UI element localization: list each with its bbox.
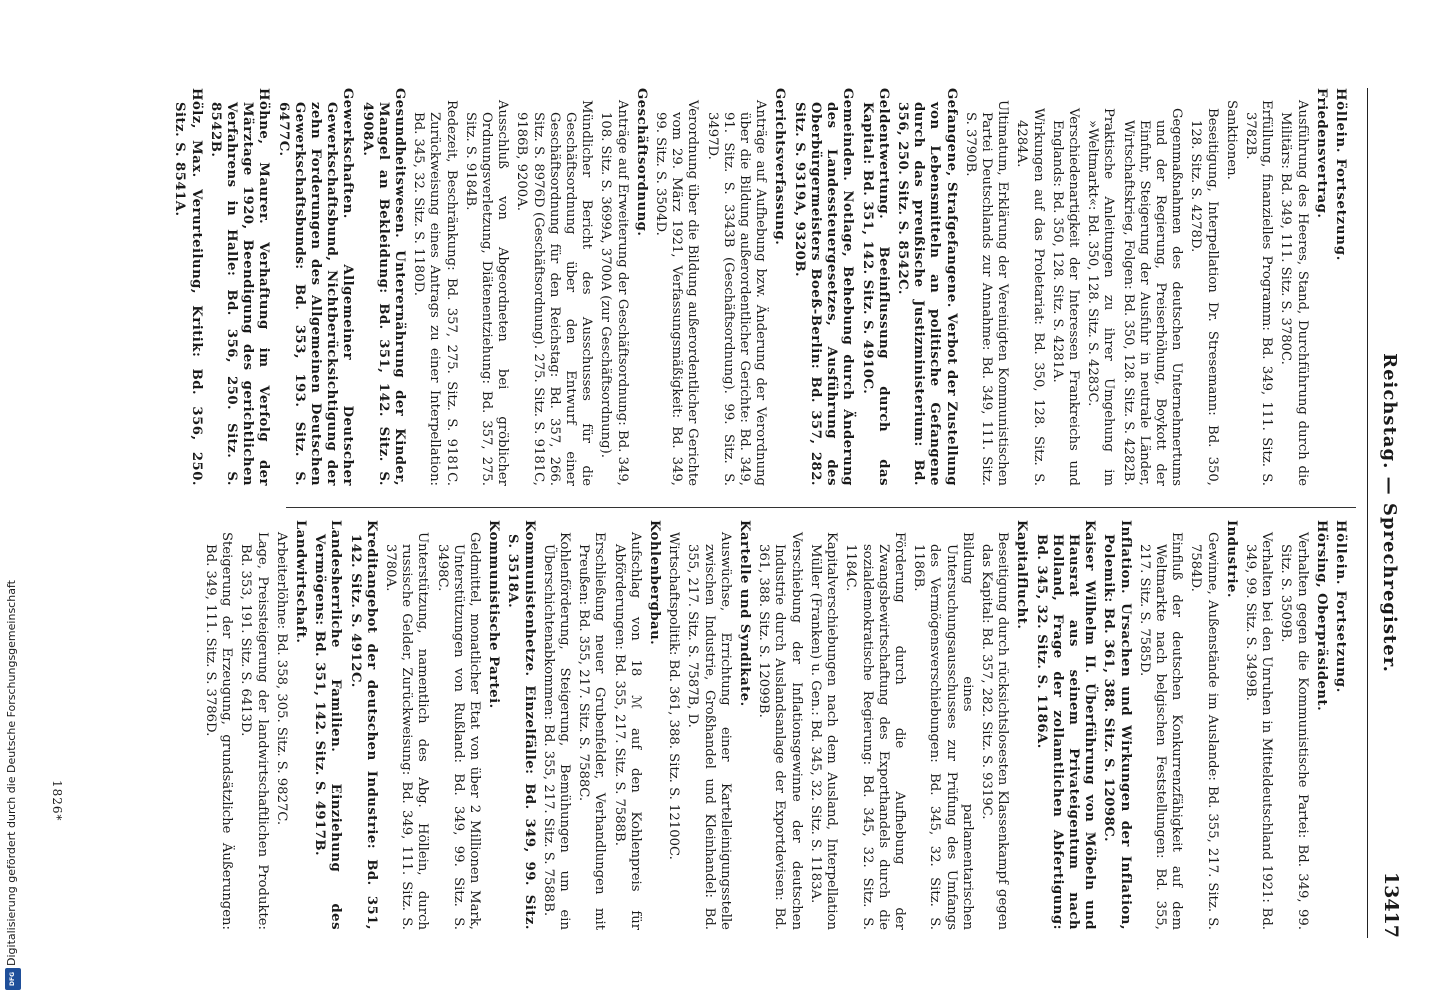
index-entry: Landwirtschaft. <box>293 520 309 644</box>
dfg-logo-text: DFG <box>9 972 16 987</box>
index-entry: Verordnung über die Bildung außerordentlicher Gerichte vom 29. März 1921, Verfassungsmäßigkeit: Bd. 349, 99. Sitz. S. 3504D. <box>653 100 701 486</box>
digitization-credit <box>2 0 22 994</box>
index-entry: Praktische Anleitungen zu ihrer Umgehung im »Weltmarkt«: Bd. 350, 128. Sitz. S. 4283C. <box>1085 108 1117 486</box>
index-entry: Gesundheitswesen. Unterernährung der Kinder, Mangel an Bekleidung: Bd. 351, 142. Sitz. S. 4908A. <box>359 88 408 486</box>
digitization-credit-text: Digitalisierung gefördert durch die Deutsche Forschungsgemeinschaft <box>5 580 18 966</box>
index-entry: Geschäftsordnung. <box>633 88 649 237</box>
index-entry: Verschiedenartigkeit der Interessen Frankreichs und Englands: Bd. 350, 128. Sitz. S. 4281A. <box>1049 108 1081 486</box>
index-entry: Verhalten bei den Unruhen in Mitteldeutschland 1921: Bd. 349, 99. Sitz. S. 3499B. <box>1242 532 1275 930</box>
index-entry: Einfluß der deutschen Konkurrenzfähigkeit auf dem Weltmarkte nach belgischen Feststellungen: Bd. 355, 217. Sitz. S. 7585D. <box>1136 532 1185 930</box>
index-entry: Kreditangebot der deutschen Industrie: Bd. 351, 142. Sitz. S. 4912C. <box>347 520 379 930</box>
index-entry: Gegenmaßnahmen des deutschen Unternehmertums und der Regierung, Preiserhöhung, Boykott der Einfuhr, Steigerung der Ausfuhr in neutrale Länder, Wirtschaftskrieg, Folgen: Bd. 350, 128. Sitz. S. 4282B. <box>1120 108 1185 486</box>
index-entry: Geldmittel, monatlicher Etat von über 2 Millionen Mark, Unterstützungen von Rußland: Bd. 349, 99. Sitz. S. 3498C. <box>434 532 483 930</box>
index-column-right <box>199 520 1348 930</box>
index-entry: Beseitigung durch rücksichtslosesten Klassenkampf gegen das Kapital: Bd. 357, 282. Sitz. S. 9319C. <box>978 532 1011 930</box>
index-entry: Ausschluß von Abgeordneten bei gröblicher Ordnungsverletzung, Diätenentziehung: Bd. 357, 275. Sitz. S. 9184B. <box>462 100 511 486</box>
index-heading: Höllein. Fortsetzung. <box>1333 520 1348 694</box>
index-entry: Erfüllung, finanzielles Programm: Bd. 349, 111. Sitz. S. 3782B. <box>1242 100 1275 486</box>
index-entry: Gefangene, Strafgefangene. Verbot der Zustellung von Lebensmitteln an politische Gefangene durch das preußische Justizministerium: Bd. 356, 250. Sitz. S. 8542C. <box>894 88 959 486</box>
index-entry: Geldentwertung. Beeinflussung durch das Kapital: Bd. 351, 142. Sitz. S. 4910C. <box>859 88 891 486</box>
index-entry: Gewerkschaften. Allgemeiner Deutscher Gewerkschaftsbund, Nichtberücksichtigung der zehn Forderungen des Allgemeinen Deutschen Gewerkschaftsbunds: Bd. 353, 193. Sitz. S. 6477C. <box>275 88 356 486</box>
index-entry: Gerichtsverfassung. <box>772 88 788 246</box>
index-entry: Inflation. Ursachen und Wirkungen der Inflation, Polemik: Bd. 361, 388. Sitz. S. 12098C. <box>1101 520 1133 930</box>
index-entry: Verschiebung der Inflationsgewinne der deutschen Industrie durch Auslandsanlage der Exportdevisen: Bd. 361, 388. Sitz. S. 12099B. <box>756 532 804 930</box>
index-entry: Hörsing, Oberpräsident. <box>1313 520 1329 712</box>
index-heading: Höllein. Fortsetzung. <box>1333 88 1348 262</box>
index-entry: Landesherrliche Familien. Einziehung des Vermögens: Bd. 351, 142. Sitz. S. 4917B. <box>312 520 344 930</box>
page-number: 13417 <box>1380 871 1402 938</box>
index-entry: Hölz, Max. Verurteilung, Kritik: Bd. 356, 250. Sitz. S. 8541A. <box>172 88 204 486</box>
index-entry: Lage, Preissteigerung der landwirtschaftlichen Produkte: Bd. 353, 191. Sitz. S. 6413D. <box>238 532 270 930</box>
page-header <box>1367 88 1408 938</box>
index-entry: Redezeit, Beschränkung: Bd. 357, 275. Sitz. S. 9181C. Zurückweisung eines Antrags zu einer Interpellation: Bd. 345, 32. Sitz. S. 1180D. <box>411 100 459 486</box>
index-entry: Mündlicher Bericht des Ausschusses für die Geschäftsordnung über den Entwurf einer Geschäftsordnung für den Reichstag: Bd. 357, 266. Sitz. S. 8976D (Geschäftsordnung). 275. Sitz. S. 9181C, 9186B, 9200A. <box>514 100 595 486</box>
index-entry: Ausführung des Heeres, Stand, Durchführung durch die Militärs: Bd. 349, 111. Sitz. S. 3780C. <box>1278 100 1310 486</box>
index-entry: Wirtschaftspolitik: Bd. 361, 388. Sitz. S. 12100C. <box>666 532 682 860</box>
column-divider <box>286 507 1356 508</box>
running-title: Reichstag. — Sprechregister. <box>1379 353 1400 673</box>
index-entry: Auswüchse, Errichtung einer Kartelleinigungsstelle zwischen Industrie, Großhandel und Kleinhandel: Bd. 355, 217. Sitz. S. 7587B, D. <box>685 532 733 930</box>
index-entry: Gewinne, Außenstände im Auslande: Bd. 355, 217. Sitz. S. 7584D. <box>1188 532 1220 930</box>
index-entry: Wirkungen auf das Proletariat: Bd. 350, 128. Sitz. S. 4284A. <box>1014 108 1046 486</box>
index-entry: Kohlenförderung, Steigerung, Bemühungen um ein Überschichtenabkommen: Bd. 355, 217. Sitz. S. 7588B. <box>540 532 573 930</box>
index-entry: Industrie. <box>1223 520 1239 599</box>
dfg-logo <box>5 968 21 990</box>
index-entry: Kohlenbergbau. <box>647 520 663 646</box>
index-entry: Friedensvertrag. <box>1313 88 1329 219</box>
folio-mark: 1826* <box>50 780 64 822</box>
index-entry: Ultimatum, Erklärung der Vereinigten Kommunistischen Partei Deutschlands zur Annahme: Bd. 349, 111. Sitz. S. 3790B. <box>962 100 1011 486</box>
index-entry: Sanktionen. <box>1223 100 1239 180</box>
index-entry: Bildung eines parlamentarischen Untersuchungsausschusses zur Prüfung des Umfangs des Vermögensverschiebungen: Bd. 345, 32. Sitz. S. 1186B. <box>911 532 975 930</box>
index-entry: Kommunistenhetze. Einzelfälle: Bd. 349, 99. Sitz. S. 3518A. <box>505 520 537 930</box>
index-entry: Anträge auf Aufhebung bzw. Änderung der Verordnung über die Bildung außerordentlicher Gerichte: Bd. 349, 91. Sitz. S. 3343B (Geschäftsordnung). 99. Sitz. S. 3497D. <box>704 100 769 486</box>
index-entry: Gemeinden. Notlage, Behebung durch Änderung des Landessteuergesetzes, Ausführung des Oberbürgermeisters Boeß-Berlin: Bd. 357, 282. Sitz. S. 9319A, 9320B. <box>791 88 856 486</box>
index-entry: Steigerung der Erzeugung, grundsätzliche Äußerungen: Bd. 349, 111. Sitz. S. 3786D. <box>203 532 235 930</box>
index-entry: Beseitigung, Interpellation Dr. Stresemann: Bd. 350, 128. Sitz. S. 4278D. <box>1188 108 1220 486</box>
index-entry: Verhalten gegen die Kommunistische Partei: Bd. 349, 99. Sitz. S. 3509B. <box>1278 532 1310 930</box>
index-entry: Kapitalflucht. <box>1014 520 1030 630</box>
index-entry: Kaiser Wilhelm II. Überführung von Möbeln und Hausrat aus seinem Privateigentum nach Holland, Frage der zollamtlichen Abfertigung: Bd. 345, 32. Sitz. S. 1186A. <box>1033 520 1098 930</box>
index-entry: Förderung durch die Aufhebung der Zwangsbewirtschaftung des Exporthandels durch die sozialdemokratische Regierung: Bd. 345, 32. Sitz. S. 1184C. <box>843 532 907 930</box>
index-entry: Aufschlag von 18 ℳ auf den Kohlenpreis für Abförderungen: Bd. 355, 217. Sitz. S. 7588B. <box>611 532 643 930</box>
index-entry: Unterstützung, namentlich des Abg. Höllein, durch russische Gelder, Zurückweisung: Bd. 349, 111. Sitz. S. 3780A. <box>383 532 431 930</box>
index-entry: Kartelle und Syndikate. <box>737 520 753 707</box>
index-entry: Arbeiterlöhne: Bd. 358, 305. Sitz. S. 9827C. <box>273 532 289 826</box>
index-column-left <box>168 88 1348 486</box>
index-entry: Kapitalverschiebungen nach dem Ausland, Interpellation Müller (Franken) u. Gen.: Bd. 345, 32. Sitz. S. 1183A. <box>807 532 840 930</box>
index-entry: Anträge auf Erweiterung der Geschäftsordnung: Bd. 349, 108. Sitz. S. 3699A, 3700A (zur Geschäftsordnung). <box>598 100 630 486</box>
index-entry: Höhne, Maurer. Verhaftung im Verfolg der Märztage 1920, Beendigung des gerichtlichen Verfahrens in Halle: Bd. 356, 250. Sitz. S. 8542B. <box>207 88 272 486</box>
index-entry: Erschließung neuer Grubenfelder, Verhandlungen mit Preußen: Bd. 355, 217. Sitz. S. 7588C. <box>576 532 608 930</box>
index-entry: Kommunistische Partei. <box>486 520 502 709</box>
